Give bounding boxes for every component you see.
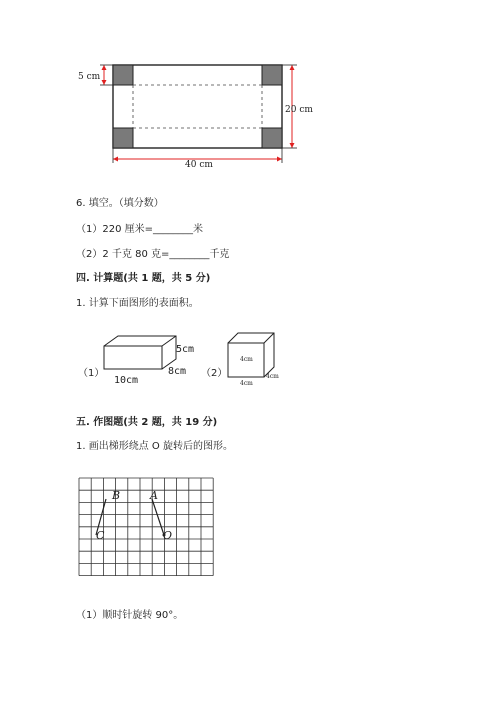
section5-q1: 1. 画出梯形绕点 O 旋转后的图形。 bbox=[76, 441, 233, 452]
cuboid-label: （1） bbox=[78, 368, 105, 379]
section4-q1: 1. 计算下面图形的表面积。 bbox=[76, 298, 199, 309]
point-a-label: A bbox=[150, 489, 158, 502]
left-dimension-label: 5 cm bbox=[78, 72, 101, 82]
fold-lines bbox=[133, 85, 262, 128]
q6-title: 6. 填空。（填分数） bbox=[76, 198, 164, 209]
cube-figure bbox=[222, 328, 292, 388]
corner-square-br bbox=[262, 128, 282, 148]
cube-label: （2） bbox=[201, 368, 228, 379]
right-dimension-label: 20 cm bbox=[285, 105, 313, 115]
section5-heading: 五. 作图题(共 2 题，共 19 分) bbox=[76, 417, 218, 428]
corner-square-tl bbox=[113, 65, 133, 85]
section4-heading: 四. 计算题(共 1 题，共 5 分) bbox=[76, 273, 211, 284]
point-c-label: C bbox=[96, 529, 105, 542]
grid-lines bbox=[79, 478, 213, 576]
cuboid-depth-label: 8cm bbox=[168, 366, 187, 377]
cube-front-label: 4cm bbox=[240, 356, 253, 363]
point-o-label: O bbox=[163, 529, 173, 542]
cube-bottom-label: 4cm bbox=[240, 380, 253, 387]
cuboid-figure bbox=[98, 330, 198, 388]
section5-sub1: （1）顺时针旋转 90°。 bbox=[76, 610, 184, 621]
q6-item1: （1）220 厘米=________米 bbox=[76, 224, 204, 235]
outer-rectangle bbox=[113, 65, 282, 148]
corner-square-tr bbox=[262, 65, 282, 85]
trapezoid-grid bbox=[76, 475, 218, 585]
cuboid-height-label: 5cm bbox=[176, 344, 195, 355]
cube-side-label: 4cm bbox=[266, 373, 279, 380]
corner-square-bl bbox=[113, 128, 133, 148]
cuboid-length-label: 10cm bbox=[114, 375, 139, 386]
cardboard-figure bbox=[70, 55, 330, 170]
q6-item2: （2）2 千克 80 克=________千克 bbox=[76, 249, 230, 260]
point-b-label: B bbox=[112, 489, 121, 502]
bottom-dimension-label: 40 cm bbox=[185, 160, 213, 170]
